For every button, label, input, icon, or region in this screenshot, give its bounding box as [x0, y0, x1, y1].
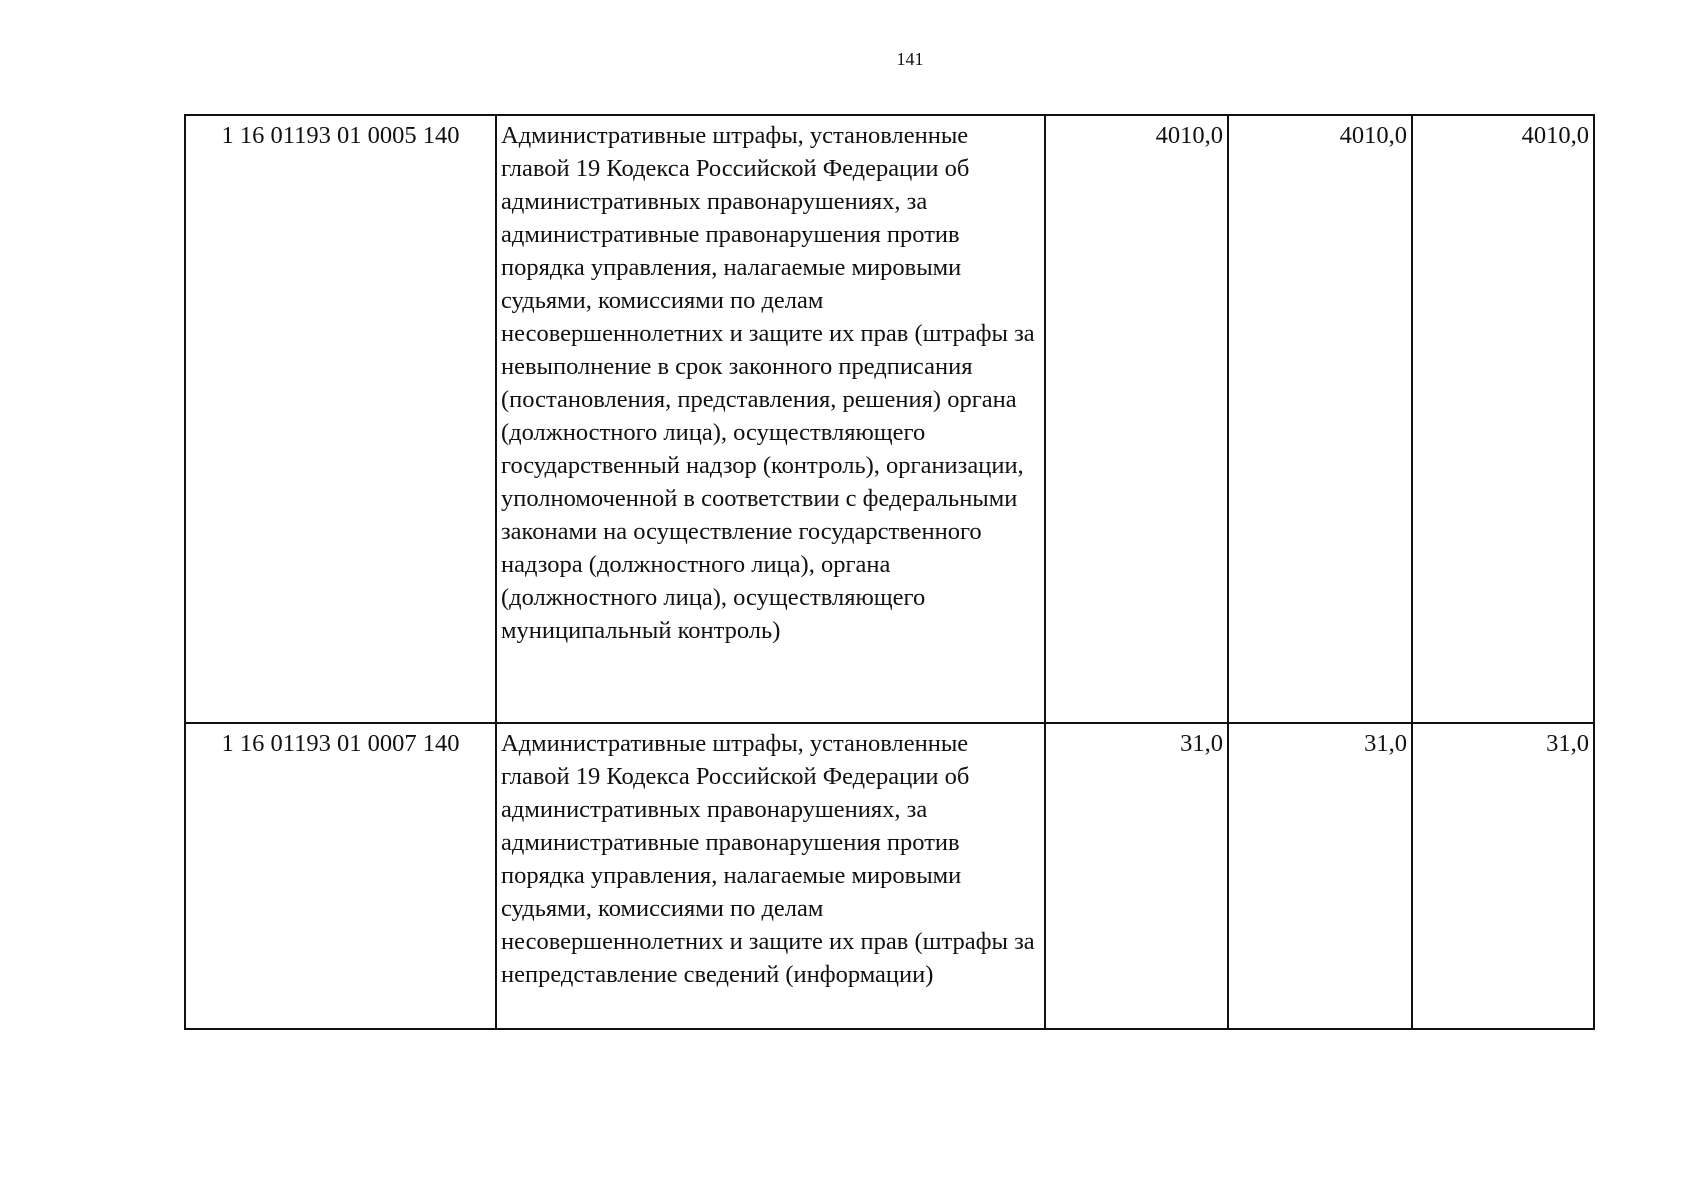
table-row: [185, 115, 1594, 723]
amount-cell-1: 31,0: [1045, 723, 1228, 1029]
budget-code-cell: 1 16 01193 01 0007 140: [185, 723, 496, 1029]
amount-cell-3: 31,0: [1412, 723, 1594, 1029]
page-number: 141: [896, 49, 924, 69]
amount-cell-1: 4010,0: [1045, 115, 1228, 723]
budget-table: [184, 114, 1595, 1030]
description-cell: Административные штрафы, установленные главой 19 Кодекса Российской Федерации об административных правонарушениях, за административные правонарушения против порядка управления, налагаемые мировыми судьями, комиссиями по делам несовершеннолетних и защите их прав (штрафы за невыполнение в срок законного предписания (постановления, представления, решения) органа (должностного лица), осуществляющего государственный надзор (контроль), организации, уполномоченной в соответствии с федеральными законами на осуществление государственного надзора (должностного лица), органа (должностного лица), осуществляющего муниципальный контроль): [496, 115, 1045, 723]
amount-cell-2: 4010,0: [1228, 115, 1412, 723]
budget-code-cell: 1 16 01193 01 0005 140: [185, 115, 496, 723]
amount-cell-3: 4010,0: [1412, 115, 1594, 723]
amount-cell-2: 31,0: [1228, 723, 1412, 1029]
table-row: [185, 723, 1594, 1029]
description-cell: Административные штрафы, установленные главой 19 Кодекса Российской Федерации об административных правонарушениях, за административные правонарушения против порядка управления, налагаемые мировыми судьями, комиссиями по делам несовершеннолетних и защите их прав (штрафы за непредставление сведений (информации): [496, 723, 1045, 1029]
